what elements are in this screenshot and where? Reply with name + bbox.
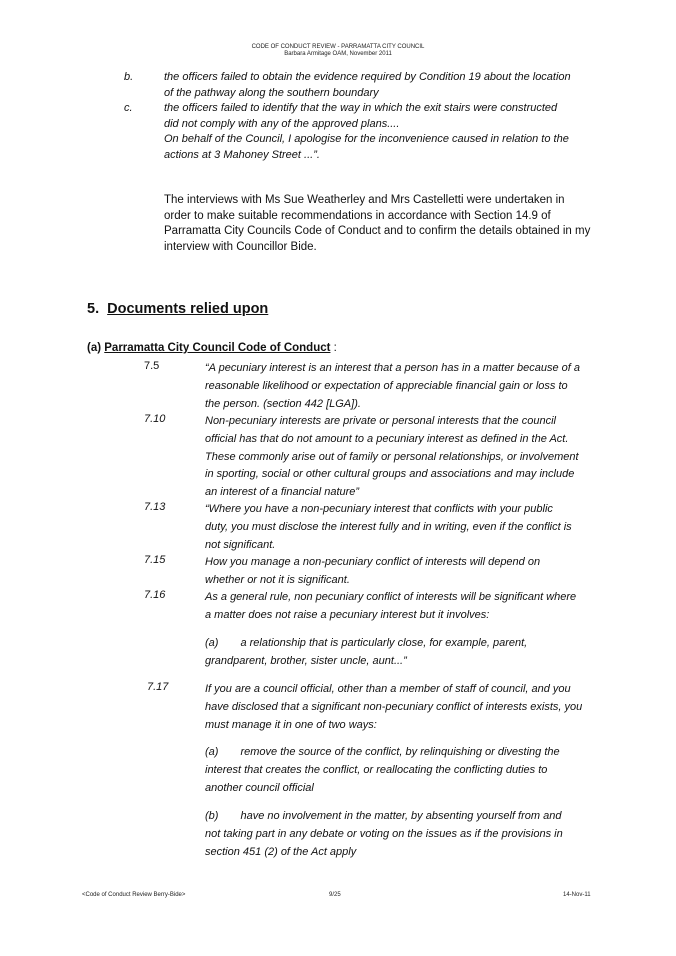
subclause-line: (a) remove the source of the conflict, by relinquishing or divesting the — [205, 746, 560, 758]
subclause-716a — [205, 635, 527, 671]
subclause-line: section 451 (2) of the Act apply — [205, 845, 357, 858]
subsection-colon: : — [330, 342, 337, 354]
clause-line: “A pecuniary interest is an interest that a person has in a matter because of a — [205, 362, 581, 374]
footer-page-number: 9/25 — [329, 892, 341, 898]
subsection-label: (a) — [87, 342, 102, 354]
subclause-line: grandparent, brother, sister uncle, aunt...” — [205, 654, 407, 667]
subclause-label: (a) — [205, 746, 219, 758]
subclause-line: not taking part in any debate or voting on the issues as if the provisions in — [205, 827, 563, 840]
clause-text — [205, 589, 576, 625]
clause-line: reasonable likelihood or expectation of appreciable financial gain or loss to — [205, 379, 568, 392]
paragraph-line: order to make suitable recommendations in accordance with Section 14.9 of — [164, 209, 551, 222]
clause-line: not significant. — [205, 538, 276, 551]
clause-number: 7.17 — [147, 681, 169, 693]
clause-line: Non-pecuniary interests are private or personal interests that the council — [205, 415, 556, 427]
section-heading — [87, 301, 268, 317]
clause-line: These commonly arise out of family or personal relationships, or involvement — [205, 450, 579, 463]
header-author: Barbara Armitage OAM, November 2011 — [284, 51, 392, 57]
clause-number: 7.5 — [144, 360, 160, 372]
paragraph-line: Parramatta City Councils Code of Conduct and to confirm the details obtained in my — [164, 225, 591, 237]
clause-line: If you are a council official, other than a member of staff of council, and you — [205, 683, 571, 695]
clause-text — [205, 681, 582, 734]
subclause-717b — [205, 808, 563, 861]
clause-number: 7.13 — [144, 501, 166, 513]
item-c-line: actions at 3 Mahoney Street ...”. — [164, 148, 320, 161]
clause-line: the person. (section 442 [LGA]). — [205, 397, 361, 410]
clause-line: “Where you have a non-pecuniary interest that conflicts with your public — [205, 503, 553, 515]
clause-number: 7.10 — [144, 413, 166, 425]
paragraph-line: The interviews with Ms Sue Weatherley and Mrs Castelletti were undertaken in — [164, 194, 565, 206]
subclause-line: another council official — [205, 781, 314, 794]
interview-paragraph — [164, 193, 590, 255]
item-c-line: On behalf of the Council, I apologise for the inconvenience caused in relation to the — [164, 133, 569, 145]
item-c-line: the officers failed to identify that the way in which the exit stairs were constructed — [164, 102, 558, 114]
section-title: Documents relied upon — [107, 301, 269, 317]
clause-line: an interest of a financial nature” — [205, 486, 360, 499]
clause-number: 7.16 — [144, 589, 166, 601]
clause-line: duty, you must disclose the interest fully and in writing, even if the conflict is — [205, 520, 572, 533]
item-c-text — [164, 101, 569, 163]
item-c-line: did not comply with any of the approved plans.... — [164, 117, 400, 130]
clause-line: a matter does not raise a pecuniary interest but it involves: — [205, 608, 490, 621]
clause-line: As a general rule, non pecuniary conflict of interests will be significant where — [205, 591, 577, 603]
footer-document-name: <Code of Conduct Review Berry-Bide> — [82, 892, 186, 898]
subsection-title: Parramatta City Council Code of Conduct — [104, 342, 331, 354]
item-marker-c: c. — [124, 102, 133, 114]
subsection-heading — [87, 342, 337, 354]
clause-number: 7.15 — [144, 554, 166, 566]
clause-line: How you manage a non-pecuniary conflict of interests will depend on — [205, 556, 541, 568]
subclause-label: (a) — [205, 637, 219, 649]
clause-line: have disclosed that a significant non-pecuniary conflict of interests exists, you — [205, 700, 583, 713]
subclause-line: interest that creates the conflict, or reallocating the conflicting duties to — [205, 763, 548, 776]
clause-line: official has that do not amount to a pecuniary interest as defined in the Act. — [205, 432, 569, 445]
subclause-line: (a) a relationship that is particularly close, for example, parent, — [205, 637, 528, 649]
subclause-line: (b) have no involvement in the matter, by absenting yourself from and — [205, 810, 562, 822]
clause-text — [205, 360, 580, 413]
item-b-text — [164, 70, 571, 101]
clause-text — [205, 501, 572, 554]
header-title: CODE OF CONDUCT REVIEW - PARRAMATTA CITY COUNCIL — [251, 44, 425, 50]
clause-text — [205, 554, 540, 590]
item-b-line: the officers failed to obtain the evidence required by Condition 19 about the location — [164, 71, 571, 83]
section-number: 5. — [87, 301, 100, 317]
subclause-label: (b) — [205, 810, 219, 822]
clause-line: in sporting, social or other cultural groups and associations and may include — [205, 468, 575, 481]
clause-line: whether or not it is significant. — [205, 573, 350, 586]
paragraph-line: interview with Councillor Bide. — [164, 240, 317, 253]
footer-date: 14-Nov-11 — [563, 892, 591, 898]
clause-text — [205, 413, 579, 502]
clause-line: must manage it in one of two ways: — [205, 718, 377, 731]
item-marker-b: b. — [124, 71, 134, 83]
item-b-line: of the pathway along the southern boundary — [164, 86, 379, 99]
subclause-717a — [205, 744, 560, 797]
